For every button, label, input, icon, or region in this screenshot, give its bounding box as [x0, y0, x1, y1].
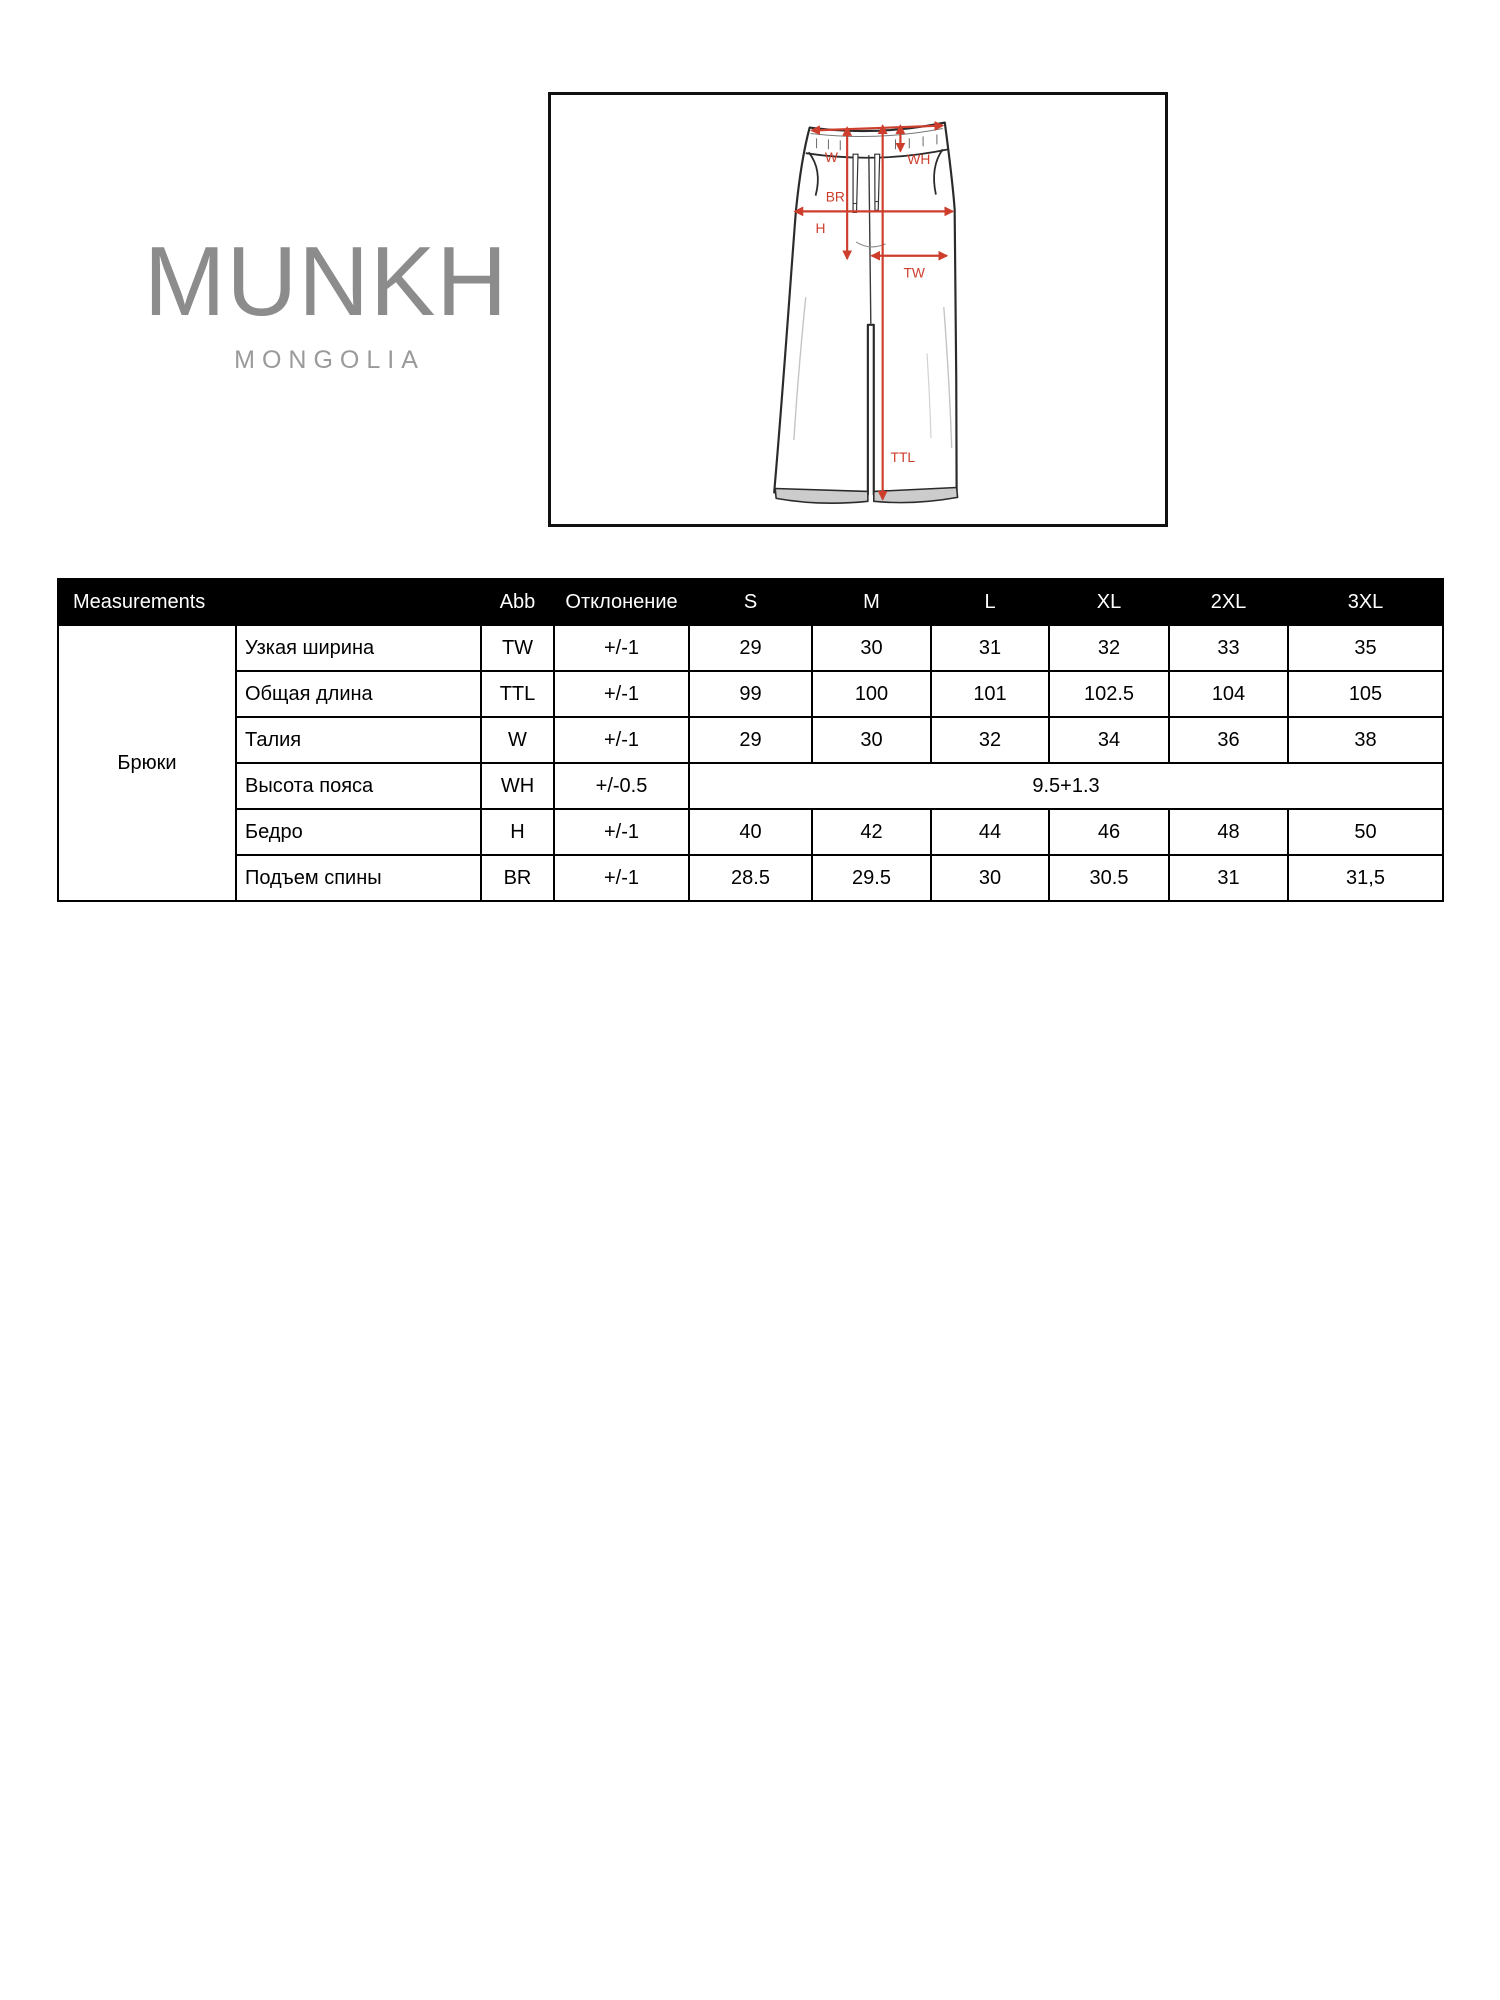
value-cell: 30.5: [1049, 855, 1169, 901]
table-row: [58, 855, 1443, 901]
value-cell: 31,5: [1288, 855, 1443, 901]
left-hem: [775, 488, 868, 503]
w-label: W: [824, 150, 838, 166]
abb-cell: WH: [481, 763, 554, 809]
value-cell: 29: [689, 625, 812, 671]
h-label: H: [815, 221, 826, 237]
table-header-row: [58, 579, 1443, 625]
deviation-cell: +/-0.5: [554, 763, 689, 809]
brand-subtitle: MONGOLIA: [234, 346, 425, 374]
row-label: Высота пояса: [236, 763, 481, 809]
col-header-size-xl: XL: [1049, 579, 1169, 625]
value-cell: 29.5: [812, 855, 931, 901]
deviation-cell: +/-1: [554, 809, 689, 855]
abb-cell: BR: [481, 855, 554, 901]
value-cell: 32: [931, 717, 1049, 763]
row-label: Общая длина: [236, 671, 481, 717]
row-label: Узкая ширина: [236, 625, 481, 671]
value-cell: 31: [931, 625, 1049, 671]
col-header-size-l: L: [931, 579, 1049, 625]
measurements-table: [57, 578, 1444, 902]
deviation-cell: +/-1: [554, 717, 689, 763]
deviation-cell: +/-1: [554, 671, 689, 717]
value-cell: 30: [812, 717, 931, 763]
row-label: Талия: [236, 717, 481, 763]
table-row: [58, 717, 1443, 763]
value-cell: 30: [812, 625, 931, 671]
col-header-size-2xl: 2XL: [1169, 579, 1288, 625]
value-cell: 31: [1169, 855, 1288, 901]
value-cell: 105: [1288, 671, 1443, 717]
value-cell: 101: [931, 671, 1049, 717]
brand-name: MUNKH: [143, 226, 509, 336]
br-label: BR: [825, 189, 845, 205]
value-cell: 44: [931, 809, 1049, 855]
col-header-size-s: S: [689, 579, 812, 625]
value-cell: 32: [1049, 625, 1169, 671]
value-cell: 46: [1049, 809, 1169, 855]
col-header-deviation: Отклонение: [554, 579, 689, 625]
table-row: [58, 809, 1443, 855]
value-cell: 48: [1169, 809, 1288, 855]
value-cell: 36: [1169, 717, 1288, 763]
col-header-measurements: Measurements: [58, 579, 481, 625]
col-header-size-3xl: 3XL: [1288, 579, 1443, 625]
value-cell: 40: [689, 809, 812, 855]
value-cell: 42: [812, 809, 931, 855]
value-cell: 50: [1288, 809, 1443, 855]
table-row: [58, 625, 1443, 671]
abb-cell: H: [481, 809, 554, 855]
ttl-label: TTL: [890, 449, 916, 465]
value-cell: 35: [1288, 625, 1443, 671]
wh-label: WH: [907, 152, 931, 168]
row-label: Бедро: [236, 809, 481, 855]
pants-diagram-box: [548, 92, 1168, 527]
value-cell: 100: [812, 671, 931, 717]
value-cell: 30: [931, 855, 1049, 901]
table-row: [58, 763, 1443, 809]
pants-outline-icon: [774, 123, 957, 504]
value-cell: 102.5: [1049, 671, 1169, 717]
value-cell: 28.5: [689, 855, 812, 901]
value-cell: 33: [1169, 625, 1288, 671]
value-cell: 99: [689, 671, 812, 717]
deviation-cell: +/-1: [554, 855, 689, 901]
deviation-cell: +/-1: [554, 625, 689, 671]
value-cell: 38: [1288, 717, 1443, 763]
row-label: Подъем спины: [236, 855, 481, 901]
brand-logo: [128, 226, 524, 375]
pants-technical-drawing: [551, 95, 1165, 524]
value-cell: 29: [689, 717, 812, 763]
abb-cell: W: [481, 717, 554, 763]
abb-cell: TTL: [481, 671, 554, 717]
col-header-size-m: M: [812, 579, 931, 625]
value-cell: 34: [1049, 717, 1169, 763]
abb-cell: TW: [481, 625, 554, 671]
tw-label: TW: [903, 265, 925, 281]
col-header-abb: Abb: [481, 579, 554, 625]
table-row: [58, 671, 1443, 717]
category-cell: Брюки: [58, 625, 236, 901]
merged-value-cell: 9.5+1.3: [689, 763, 1443, 809]
value-cell: 104: [1169, 671, 1288, 717]
